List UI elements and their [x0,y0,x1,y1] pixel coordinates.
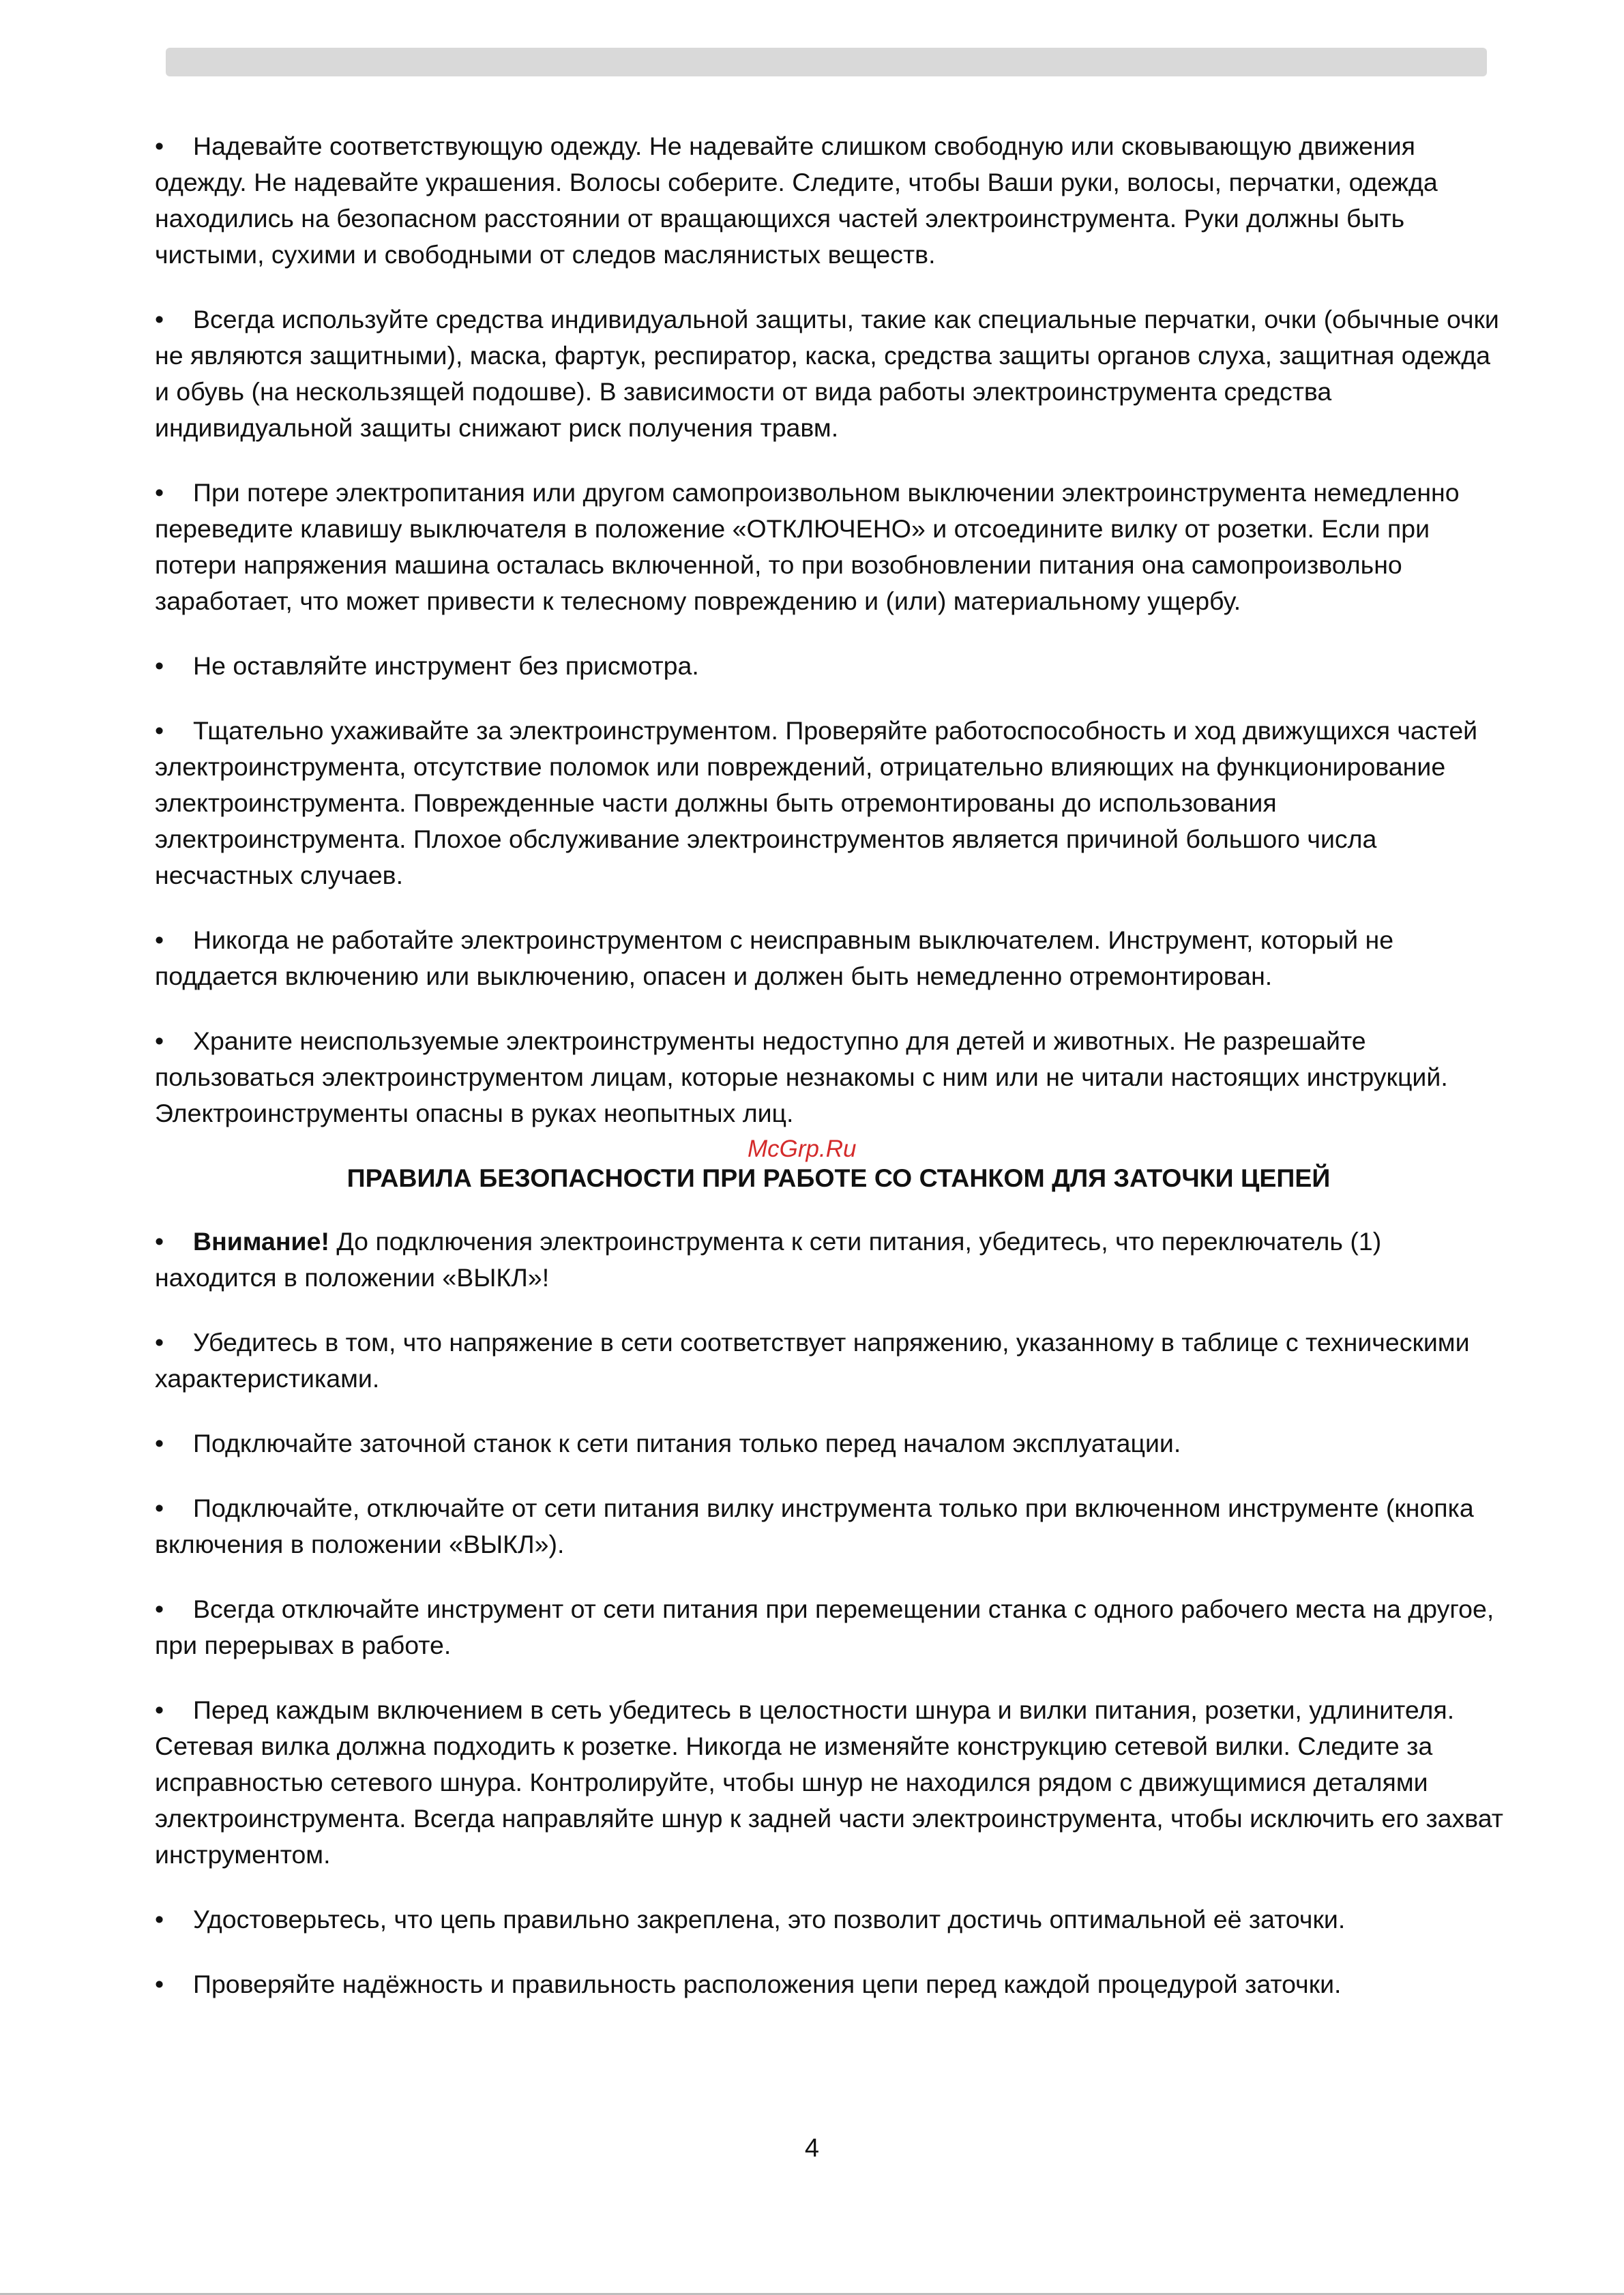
bullet-paragraph-disconnect [155,1591,1509,1663]
paragraph-text: Храните неиспользуемые электроинструменты недоступно для детей и животных. Не разрешайте пользоваться электроинструментом лицам, которые незнакомы с ним или не читали настоящих инструкций. Электроинструменты опасны в руках неопытных лиц. [155,1026,1448,1127]
bullet-paragraph-chain-check [155,1966,1509,2002]
bullet-icon: • [155,305,164,334]
paragraph-text: Тщательно ухаживайте за электроинструментом. Проверяйте работоспособность и ход движущихся частей электроинструмента, отсутствие поломок или повреждений, отрицательно влияющих на функционирование электроинструмента. Поврежденные части должны быть отремонтированы до использования электроинструмента. Плохое обслуживание электроинструментов является причиной большого числа несчастных случаев. [155,716,1478,889]
bullet-paragraph-connect [155,1425,1509,1462]
bullet-icon: • [155,132,164,160]
bullet-paragraph-cord [155,1692,1509,1873]
paragraph-text: Проверяйте надёжность и правильность расположения цепи перед каждой процедурой заточки. [193,1970,1342,1998]
paragraph-text: Всегда отключайте инструмент от сети питания при перемещении станка с одного рабочего места на другое, при перерывах в работе. [155,1595,1494,1659]
bullet-paragraph-switch [155,922,1509,994]
watermark: McGrp.Ru [748,1136,857,1162]
bullet-icon: • [155,478,164,507]
bullet-icon: • [155,1696,164,1724]
paragraph-text: До подключения электроинструмента к сети питания, убедитесь, что переключатель (1) находится в положении «ВЫКЛ»! [155,1227,1382,1292]
bullet-paragraph-maintenance [155,713,1509,893]
document-body [155,128,1509,2031]
paragraph-text: Подключайте заточной станок к сети питания только перед началом эксплуатации. [193,1429,1181,1457]
warning-label: Внимание! [193,1227,329,1256]
bullet-icon: • [155,1905,164,1934]
paragraph-text: Всегда используйте средства индивидуальной защиты, такие как специальные перчатки, очки (обычные очки не являются защитными), маска, фартук, респиратор, каска, средства защиты органов слуха, защитная одежда и обувь (на нескользящей подошве). В зависимости от вида работы электроинструмента средства индивидуальной защиты снижают риск получения травм. [155,305,1499,442]
page-number: 4 [804,2134,820,2163]
bullet-paragraph-plug [155,1490,1509,1563]
bullet-icon: • [155,651,164,680]
paragraph-text: Удостоверьтесь, что цепь правильно закреплена, это позволит достичь оптимальной её заточки. [193,1905,1346,1934]
paragraph-text: Подключайте, отключайте от сети питания вилку инструмента только при включенном инструменте (кнопка включения в положении «ВЫКЛ»). [155,1494,1474,1558]
bullet-icon: • [155,1328,164,1357]
bullet-icon: • [155,1429,164,1457]
bullet-icon: • [155,1494,164,1522]
bullet-icon: • [155,1970,164,1998]
bullet-icon: • [155,1595,164,1623]
bullet-paragraph-clothing [155,128,1509,273]
bullet-paragraph-unattended [155,648,1509,684]
paragraph-text: При потере электропитания или другом самопроизвольном выключении электроинструмента немедленно переведите клавишу выключателя в положение «ОТКЛЮЧЕНО» и отсоедините вилку от розетки. Если при потери напряжения машина осталась включенной, то при возобновлении питания она самопроизвольно заработает, что может привести к телесному повреждению и (или) материальному ущербу. [155,478,1460,615]
bullet-icon: • [155,1026,164,1055]
bullet-icon: • [155,1227,164,1256]
bullet-paragraph-power-loss [155,475,1509,619]
bullet-icon: • [155,716,164,745]
page-header-bar [166,48,1487,76]
section-heading: ПРАВИЛА БЕЗОПАСНОСТИ ПРИ РАБОТЕ СО СТАНКОМ ДЛЯ ЗАТОЧКИ ЦЕПЕЙ [346,1164,1331,1192]
paragraph-text: Убедитесь в том, что напряжение в сети соответствует напряжению, указанному в таблице с техническими характеристиками. [155,1328,1470,1393]
bullet-paragraph-warning [155,1224,1509,1296]
bullet-paragraph-storage [155,1023,1509,1131]
bullet-icon: • [155,926,164,954]
bullet-paragraph-voltage [155,1324,1509,1397]
paragraph-text: Надевайте соответствующую одежду. Не надевайте слишком свободную или сковывающую движения одежду. Не надевайте украшения. Волосы соберите. Следите, чтобы Ваши руки, волосы, перчатки, одежда находились на безопасном расстоянии от вращающихся частей электроинструмента. Руки должны быть чистыми, сухими и свободными от следов маслянистых веществ. [155,132,1438,269]
bullet-paragraph-protection [155,301,1509,446]
bullet-paragraph-chain-fixed [155,1901,1509,1938]
paragraph-text: Не оставляйте инструмент без присмотра. [193,651,699,680]
paragraph-text: Никогда не работайте электроинструментом с неисправным выключателем. Инструмент, который не поддается включению или выключению, опасен и должен быть немедленно отремонтирован. [155,926,1394,990]
paragraph-text: Перед каждым включением в сеть убедитесь в целостности шнура и вилки питания, розетки, удлинителя. Сетевая вилка должна подходить к розетке. Никогда не изменяйте конструкцию сетевой вилки. Следите за исправностью сетевого шнура. Контролируйте, чтобы шнур не находился рядом с движущимися деталями электроинструмента. Всегда направляйте шнур к задней части электроинструмента, чтобы исключить его захват инструментом. [155,1696,1503,1869]
